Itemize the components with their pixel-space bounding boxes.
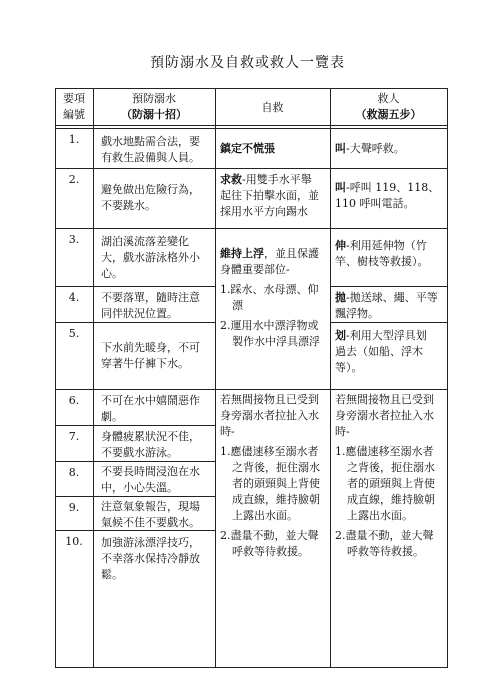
row-divider bbox=[55, 168, 447, 169]
header-col2: 預防溺水 （防溺十招） bbox=[121, 92, 187, 121]
header-divider bbox=[55, 128, 447, 129]
row-number: 1. bbox=[68, 133, 80, 146]
rescue-cell: 划-利用大型浮具划 過去（如船、浮木 等）。 bbox=[335, 329, 427, 374]
row-divider bbox=[55, 425, 215, 426]
row-divider bbox=[330, 286, 447, 287]
row-number: 2. bbox=[68, 173, 80, 186]
rescue-cell: 若無間接物且已受到 身旁溺水者拉扯入水 時- 1.應儘速移至溺水者 之背後，扼住溺水 者的頭頸與上背使 成直線，維持臉朝 上露出水面。 2.盡量不動，並大聲 呼救等待救援。 bbox=[335, 393, 435, 558]
header-col3: 自救 bbox=[261, 101, 284, 114]
rescue-cell: 拋-拋送球、繩、平等 飄浮物。 bbox=[335, 291, 438, 320]
rescue-cell: 伸-利用延伸物（竹 竿、樹枝等救援）。 bbox=[335, 239, 429, 268]
self-cell: 維持上浮，並且保護 身體重要部位- 1.踩水、水母漂、仰 漂 2.運用水中漂浮物或 製作水中浮具漂浮 bbox=[220, 247, 320, 348]
row-number: 5. bbox=[68, 327, 80, 340]
rescue-cell: 叫-大聲呼救。 bbox=[335, 142, 405, 155]
prevent-cell: 注意氣象報告，現場 氣候不佳不要戲水。 bbox=[101, 500, 200, 529]
row-divider bbox=[55, 228, 447, 229]
self-cell: 若無間接物且已受到 身旁溺水者拉扯入水 時- 1.應儘速移至溺水者 之背後，扼住溺水 者的頭頸與上背使 成直線，維持臉朝 上露出水面。 2.盡量不動，並大聲 呼救等待救援。 bbox=[220, 393, 320, 558]
header-col1: 要項 編號 bbox=[63, 92, 85, 121]
row-number: 7. bbox=[68, 430, 80, 443]
prevent-cell: 避免做出危險行為， 不要跳水。 bbox=[101, 183, 200, 212]
prevent-cell: 下水前先暖身，不可 穿著牛仔褲下水。 bbox=[101, 341, 200, 370]
row-number: 9. bbox=[68, 501, 80, 514]
prevent-cell: 加強游泳漂浮技巧， 不幸落水保持冷靜放 鬆。 bbox=[101, 536, 200, 581]
row-divider bbox=[55, 496, 215, 497]
prevent-cell: 不要落單，隨時注意 同伴狀況位置。 bbox=[101, 291, 200, 320]
col-divider bbox=[330, 88, 331, 667]
self-cell: 求救-用雙手水平舉 起往下拍擊水面，並 採用水平方向踢水 bbox=[220, 173, 319, 218]
row-divider bbox=[55, 461, 215, 462]
row-divider bbox=[55, 322, 215, 323]
row-divider bbox=[330, 322, 447, 323]
row-number: 10. bbox=[65, 535, 83, 548]
self-cell: 鎮定不慌張 bbox=[220, 142, 275, 155]
prevent-cell: 身體疲累狀況不佳， 不要戲水游泳。 bbox=[101, 430, 200, 459]
row-number: 6. bbox=[68, 394, 80, 407]
row-number: 4. bbox=[68, 291, 80, 304]
header-col4: 救人 （救溺五步） bbox=[355, 92, 422, 121]
page-title: 預防溺水及自救或救人一覽表 bbox=[150, 55, 345, 71]
row-divider bbox=[55, 286, 215, 287]
row-number: 8. bbox=[68, 466, 80, 479]
row-divider bbox=[55, 389, 447, 390]
rescue-cell: 叫-呼叫 119、118、 110 呼叫電話。 bbox=[335, 181, 440, 210]
col-divider bbox=[93, 88, 94, 667]
col-divider bbox=[215, 88, 216, 667]
row-number: 3. bbox=[68, 233, 80, 246]
prevent-cell: 不要長時間浸泡在水 中，小心失溫。 bbox=[101, 465, 200, 494]
header-divider bbox=[55, 125, 447, 126]
prevent-cell: 湖泊溪流落差變化 大，戲水游泳格外小 心。 bbox=[101, 235, 200, 280]
prevent-cell: 戲水地點需合法，要 有救生設備與人員。 bbox=[101, 135, 200, 164]
prevent-cell: 不可在水中嬉鬧惡作 劇。 bbox=[101, 394, 200, 423]
